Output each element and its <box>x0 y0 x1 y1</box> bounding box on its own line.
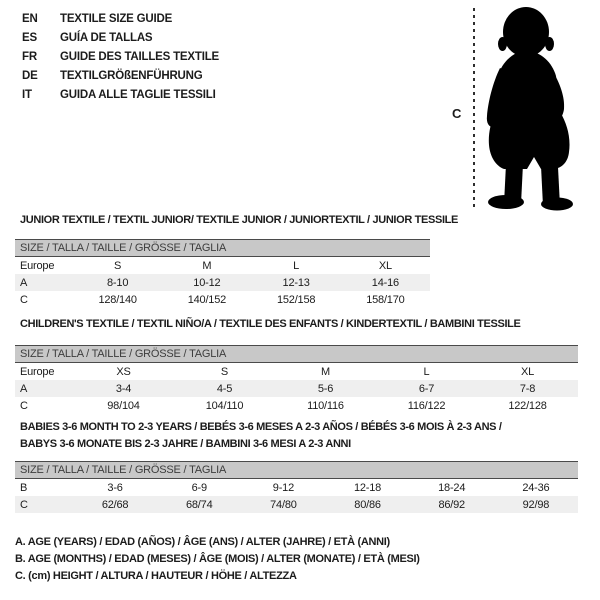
table-row <box>15 380 578 397</box>
size-header-bar: SIZE / TALLA / TAILLE / GRÖSSE / TAGLIA <box>15 239 430 257</box>
size-cell: 18-24 <box>438 481 466 494</box>
size-cell: 152/158 <box>276 293 316 306</box>
size-cell: 6-9 <box>191 481 207 494</box>
babies-title-line-1: BABIES 3-6 MONTH TO 2-3 YEARS / BEBÉS 3-6 MESES A 2-3 AÑOS / BÉBÉS 3-6 MOIS À 2-3 ANS / <box>20 421 502 433</box>
size-cell: S <box>220 365 229 378</box>
size-cell: 158/170 <box>366 293 405 306</box>
children-table-title: CHILDREN'S TEXTILE / TEXTIL NIÑO/A / TEXTILE DES ENFANTS / KINDERTEXTIL / BAMBINI TESSILE <box>20 318 521 330</box>
language-code: IT <box>22 88 32 101</box>
language-row-de <box>22 66 219 85</box>
babies-size-table <box>15 461 578 513</box>
size-cell: 14-16 <box>371 276 399 289</box>
size-cell: 7-8 <box>519 382 536 395</box>
row-label: A <box>20 382 28 395</box>
row-label: C <box>20 293 28 306</box>
size-cell: 8-10 <box>107 276 129 289</box>
row-label: C <box>20 399 28 412</box>
size-cell: 6-7 <box>418 382 435 395</box>
size-cell: XS <box>116 365 131 378</box>
size-cell: 92/98 <box>522 498 550 511</box>
language-code: ES <box>22 31 37 44</box>
height-measure-dashed-line <box>473 8 475 211</box>
guide-title-en: TEXTILE SIZE GUIDE <box>60 12 173 25</box>
table-row <box>15 291 430 308</box>
language-title-list <box>22 9 219 104</box>
language-code: FR <box>22 50 37 63</box>
size-cell: 24-36 <box>522 481 550 494</box>
babies-title-line-2: BABYS 3-6 MONATE BIS 2-3 JAHRE / BAMBINI 3-6 MESI A 2-3 ANNI <box>20 438 351 450</box>
footnote-c: C. (cm) HEIGHT / ALTURA / HAUTEUR / HÖHE / ALTEZZA <box>15 570 297 582</box>
row-label: A <box>20 276 28 289</box>
row-label: Europe <box>20 259 55 272</box>
size-cell: 104/110 <box>205 399 244 412</box>
footnote-a: A. AGE (YEARS) / EDAD (AÑOS) / ÂGE (ANS) / ALTER (JAHRE) / ETÀ (ANNI) <box>15 536 390 548</box>
height-marker-label: C <box>452 106 462 121</box>
size-header-bar: SIZE / TALLA / TAILLE / GRÖSSE / TAGLIA <box>15 345 578 363</box>
table-row <box>15 257 430 274</box>
table-row <box>15 479 578 496</box>
children-size-table <box>15 345 578 414</box>
size-cell: XL <box>520 365 535 378</box>
size-cell: 86/92 <box>438 498 465 511</box>
row-label: C <box>20 498 28 511</box>
size-cell: 98/104 <box>107 399 140 412</box>
guide-title-it: GUIDA ALLE TAGLIE TESSILI <box>60 88 216 101</box>
language-row-it <box>22 85 219 104</box>
size-cell: 12-13 <box>282 276 310 289</box>
guide-title-fr: GUIDE DES TAILLES TEXTILE <box>60 50 219 63</box>
language-code: DE <box>22 69 38 82</box>
size-cell: 10-12 <box>193 276 221 289</box>
footnote-b: B. AGE (MONTHS) / EDAD (MESES) / ÂGE (MOIS) / ALTER (MONATE) / ETÀ (MESI) <box>15 553 420 565</box>
size-cell: M <box>202 259 212 272</box>
size-cell: M <box>321 365 330 378</box>
language-code: EN <box>22 12 38 25</box>
row-label: B <box>20 481 28 494</box>
table-row <box>15 363 578 380</box>
size-cell: 62/68 <box>101 498 129 511</box>
size-cell: L <box>423 365 430 378</box>
language-row-es <box>22 28 219 47</box>
size-cell: 110/116 <box>307 399 344 412</box>
size-cell: 12-18 <box>353 481 382 494</box>
size-cell: 140/152 <box>187 293 227 306</box>
junior-size-table-grid <box>15 257 430 308</box>
size-header-bar: SIZE / TALLA / TAILLE / GRÖSSE / TAGLIA <box>15 461 578 479</box>
babies-size-table-grid <box>15 479 578 513</box>
table-row <box>15 274 430 291</box>
babies-table-title <box>20 419 502 453</box>
size-cell: 122/128 <box>508 399 547 412</box>
size-cell: 3-4 <box>115 382 132 395</box>
size-cell: 74/80 <box>270 498 297 511</box>
size-cell: 4-5 <box>216 382 233 395</box>
size-cell: 9-12 <box>272 481 294 494</box>
table-row <box>15 397 578 414</box>
row-label: Europe <box>20 365 55 378</box>
language-row-en <box>22 9 219 28</box>
size-cell: 80/86 <box>354 498 381 511</box>
size-cell: 68/74 <box>185 498 213 511</box>
size-cell: 3-6 <box>107 481 123 494</box>
table-row <box>15 496 578 513</box>
junior-size-table <box>15 239 430 308</box>
guide-title-es: GUÍA DE TALLAS <box>60 31 153 44</box>
junior-table-title: JUNIOR TEXTILE / TEXTIL JUNIOR/ TEXTILE JUNIOR / JUNIORTEXTIL / JUNIOR TESSILE <box>20 214 459 226</box>
size-cell: 116/122 <box>407 399 446 412</box>
size-cell: S <box>114 259 122 272</box>
guide-title-de: TEXTILGRÖßENFÜHRUNG <box>60 69 203 82</box>
size-cell: 128/140 <box>98 293 137 306</box>
size-cell: L <box>293 259 300 272</box>
footnote-legend <box>15 534 420 585</box>
language-row-fr <box>22 47 219 66</box>
size-cell: XL <box>378 259 392 272</box>
baby-silhouette-icon <box>486 6 581 212</box>
children-size-table-grid <box>15 363 578 414</box>
size-cell: 5-6 <box>317 382 334 395</box>
